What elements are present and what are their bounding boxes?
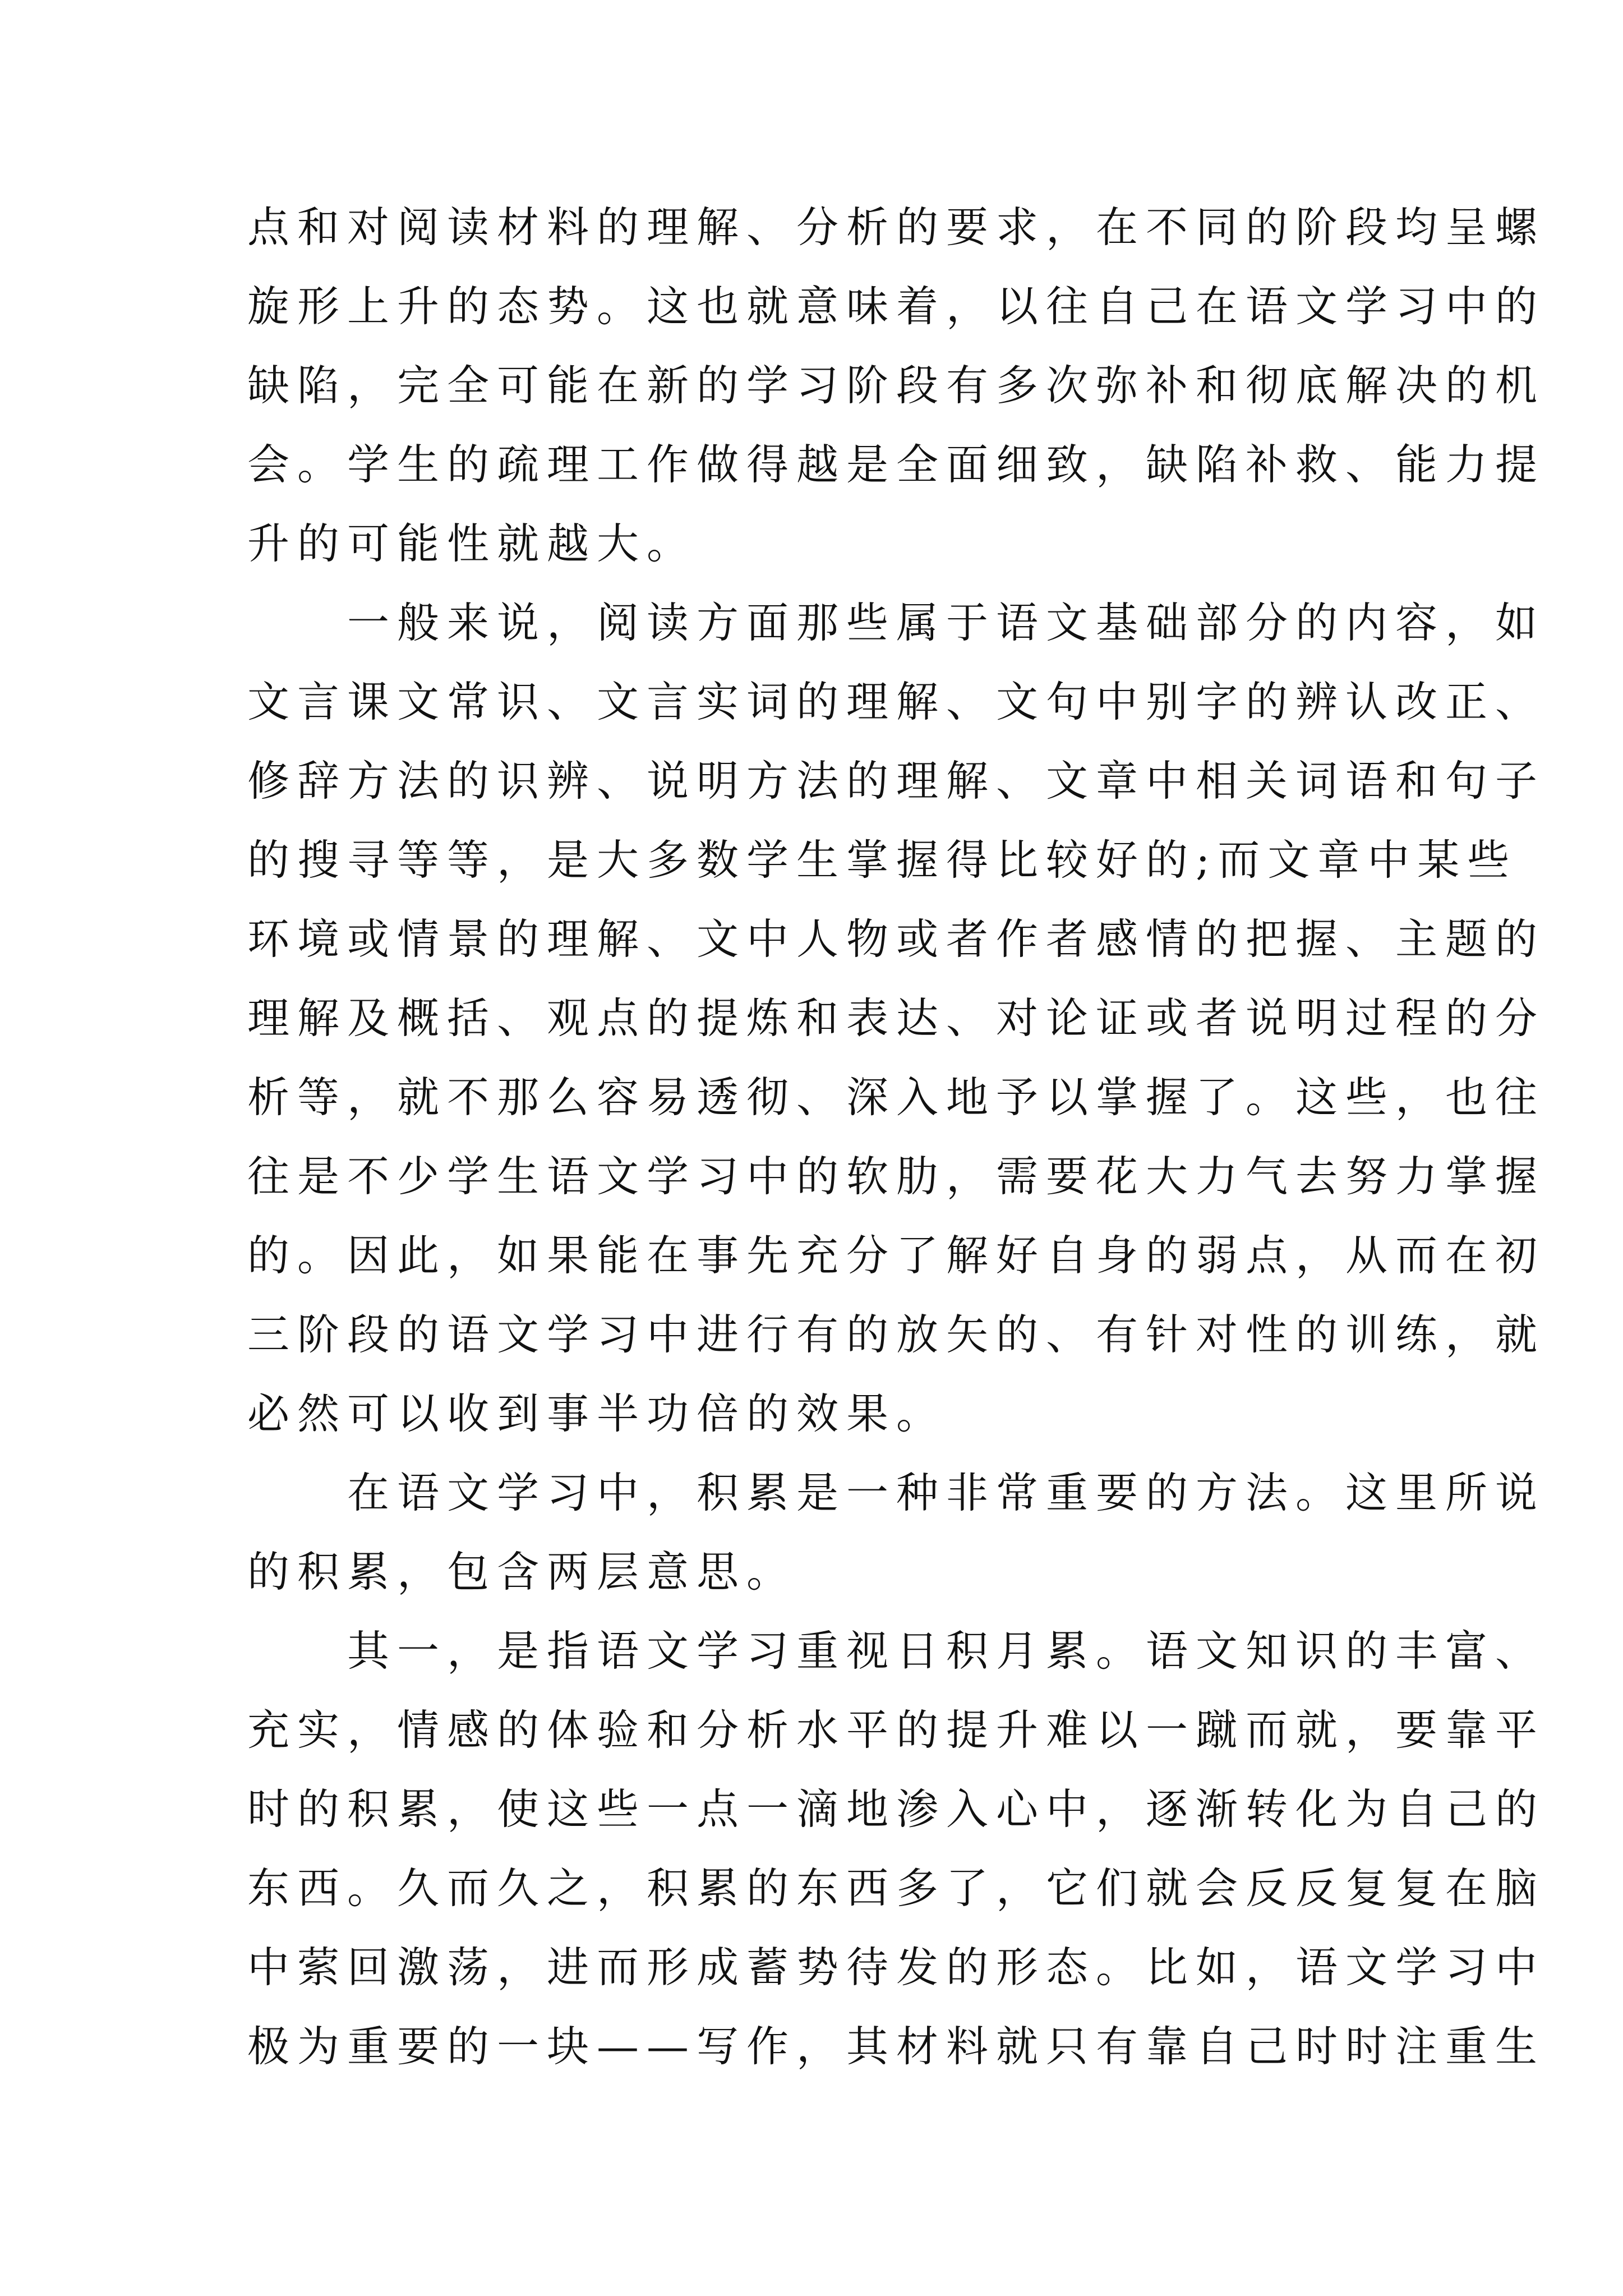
text-line: 的积累，包含两层意思。 [247, 1547, 797, 1596]
text-line: 析等，就不那么容易透彻、深入地予以掌握了。这些，也往 [247, 1073, 1546, 1122]
text-line: 缺陷，完全可能在新的学习阶段有多次弥补和彻底解决的机 [247, 361, 1546, 410]
text-line: 极为重要的一块——写作，其材料就只有靠自己时时注重生 [247, 2022, 1546, 2071]
text-line: 理解及概括、观点的提炼和表达、对论证或者说明过程的分 [247, 993, 1546, 1043]
paragraph-first-line: 一般来说，阅读方面那些属于语文基础部分的内容，如 [347, 598, 1546, 647]
text-line: 东西。久而久之，积累的东西多了，它们就会反反复复在脑 [247, 1864, 1546, 1913]
text-line: 环境或情景的理解、文中人物或者作者感情的把握、主题的 [247, 914, 1546, 964]
text-line: 三阶段的语文学习中进行有的放矢的、有针对性的训练，就 [247, 1310, 1546, 1359]
paragraph-first-line: 在语文学习中，积累是一种非常重要的方法。这里所说 [347, 1468, 1546, 1517]
text-line: 的搜寻等等，是大多数学生掌握得比较好的;而文章中某些 [247, 835, 1518, 885]
paragraph-first-line: 其一，是指语文学习重视日积月累。语文知识的丰富、 [347, 1626, 1546, 1676]
text-line: 充实，情感的体验和分析水平的提升难以一蹴而就，要靠平 [247, 1705, 1546, 1755]
text-line: 旋形上升的态势。这也就意味着，以往自己在语文学习中的 [247, 282, 1546, 331]
text-line: 文言课文常识、文言实词的理解、文句中别字的辨认改正、 [247, 677, 1546, 726]
text-line: 修辞方法的识辨、说明方法的理解、文章中相关词语和句子 [247, 756, 1546, 806]
text-line: 往是不少学生语文学习中的软肋，需要花大力气去努力掌握 [247, 1152, 1546, 1201]
text-line: 升的可能性就越大。 [247, 519, 697, 568]
text-line: 的。因此，如果能在事先充分了解好自身的弱点，从而在初 [247, 1231, 1546, 1280]
text-line: 中萦回激荡，进而形成蓄势待发的形态。比如，语文学习中 [247, 1943, 1546, 1992]
text-line: 时的积累，使这些一点一滴地渗入心中，逐渐转化为自己的 [247, 1784, 1546, 1834]
body-text [247, 203, 1546, 2105]
text-line: 必然可以收到事半功倍的效果。 [247, 1389, 947, 1438]
text-line: 点和对阅读材料的理解、分析的要求，在不同的阶段均呈螺 [247, 203, 1546, 252]
text-line: 会。学生的疏理工作做得越是全面细致，缺陷补救、能力提 [247, 440, 1546, 489]
